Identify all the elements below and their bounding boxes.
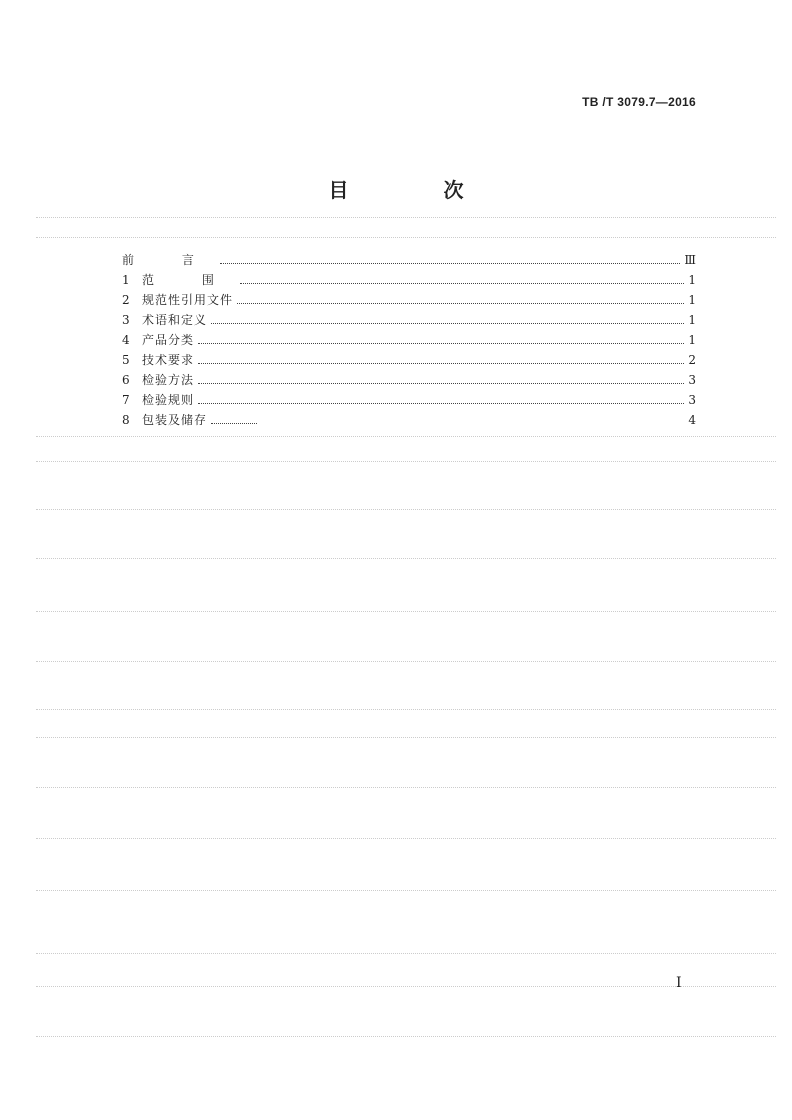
toc-entry-page: 1 bbox=[688, 333, 696, 347]
toc-entry-packaging[interactable] bbox=[122, 407, 696, 427]
toc-leader bbox=[220, 263, 681, 264]
divider bbox=[36, 461, 776, 462]
toc-leader bbox=[211, 323, 684, 324]
divider bbox=[36, 709, 776, 710]
toc-entry-page: 3 bbox=[688, 393, 696, 407]
toc-leader bbox=[240, 283, 684, 284]
divider bbox=[36, 217, 776, 218]
toc-entry-label: 规范性引用文件 bbox=[142, 293, 234, 307]
toc-entry-normative-references[interactable] bbox=[122, 287, 696, 307]
toc-leader bbox=[211, 423, 257, 424]
toc-leader bbox=[198, 363, 684, 364]
toc-title: 目 次 bbox=[328, 178, 508, 202]
toc-entry-page: 4 bbox=[688, 413, 696, 427]
divider bbox=[36, 890, 776, 891]
toc-entry-label: 产品分类 bbox=[142, 333, 195, 347]
toc-entry-label: 范 围 bbox=[142, 273, 236, 287]
toc-entry-page: 1 bbox=[688, 273, 696, 287]
divider bbox=[36, 611, 776, 612]
toc-list bbox=[122, 247, 696, 427]
divider bbox=[36, 436, 776, 437]
divider bbox=[36, 986, 776, 987]
page-number: I bbox=[676, 975, 682, 991]
toc-entry-number: 8 bbox=[122, 413, 130, 427]
toc-entry-test-methods[interactable] bbox=[122, 367, 696, 387]
toc-entry-number: 4 bbox=[122, 333, 130, 347]
toc-entry-page: Ⅲ bbox=[684, 253, 696, 267]
toc-entry-requirements[interactable] bbox=[122, 347, 696, 367]
divider bbox=[36, 953, 776, 954]
toc-entry-terms[interactable] bbox=[122, 307, 696, 327]
toc-entry-number: 5 bbox=[122, 353, 130, 367]
toc-leader bbox=[198, 383, 684, 384]
toc-entry-label: 技术要求 bbox=[142, 353, 195, 367]
toc-entry-scope[interactable] bbox=[122, 267, 696, 287]
toc-entry-inspection-rules[interactable] bbox=[122, 387, 696, 407]
toc-entry-number: 6 bbox=[122, 373, 130, 387]
toc-entry-classification[interactable] bbox=[122, 327, 696, 347]
toc-entry-label: 检验规则 bbox=[142, 393, 195, 407]
toc-entry-page: 1 bbox=[688, 313, 696, 327]
divider bbox=[36, 661, 776, 662]
standard-code: TB /T 3079.7—2016 bbox=[582, 95, 696, 109]
toc-leader bbox=[198, 403, 684, 404]
divider bbox=[36, 838, 776, 839]
toc-entry-number: 2 bbox=[122, 293, 130, 307]
divider bbox=[36, 737, 776, 738]
toc-entry-page: 2 bbox=[688, 353, 696, 367]
toc-entry-number: 7 bbox=[122, 393, 130, 407]
divider bbox=[36, 509, 776, 510]
toc-entry-page: 1 bbox=[688, 293, 696, 307]
toc-entry-preface[interactable] bbox=[122, 247, 696, 267]
divider bbox=[36, 237, 776, 238]
toc-entry-label: 检验方法 bbox=[142, 373, 195, 387]
divider bbox=[36, 787, 776, 788]
toc-entry-label: 前 言 bbox=[122, 253, 216, 267]
toc-entry-label: 术语和定义 bbox=[142, 313, 208, 327]
toc-entry-number: 1 bbox=[122, 273, 130, 287]
divider bbox=[36, 558, 776, 559]
toc-leader bbox=[198, 343, 684, 344]
toc-entry-label: 包装及储存 bbox=[142, 413, 208, 427]
toc-entry-number: 3 bbox=[122, 313, 130, 327]
divider bbox=[36, 1036, 776, 1037]
toc-leader bbox=[237, 303, 684, 304]
toc-entry-page: 3 bbox=[688, 373, 696, 387]
